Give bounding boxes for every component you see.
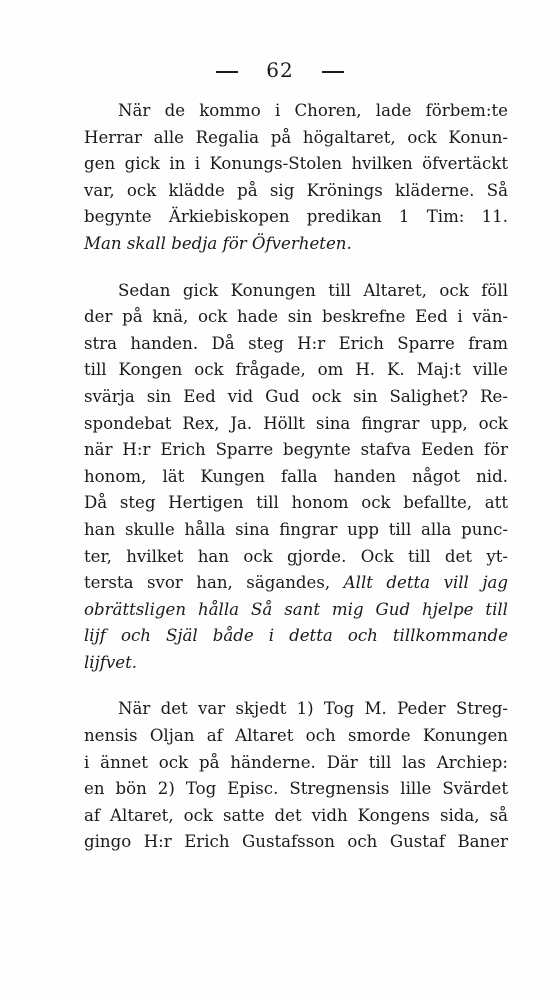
paragraph	[84, 278, 508, 677]
text-line: spondebat Rex, Ja. Höllt sina fingrar upp, ock	[84, 413, 508, 433]
text-line-italic: Allt detta vill jag	[343, 573, 509, 593]
text-line: der på knä, ock hade sin beskrefne Eed i vän-	[84, 307, 508, 327]
header-dash-left	[216, 71, 238, 73]
text-line: af Altaret, ock satte det vidh Kongens sida, så	[84, 805, 508, 825]
text-line: lijfvet.	[84, 652, 138, 672]
text-line: begynte Ärkiebiskopen predikan 1 Tim: 11.	[84, 207, 508, 227]
text-line: Sedan gick Konungen till Altaret, ock föll	[118, 280, 508, 300]
text-line: ter, hvilket han ock gjorde. Ock till det yt-	[84, 546, 508, 566]
text-line: en bön 2) Tog Episc. Stregnensis lille Svärdet	[84, 779, 508, 799]
page-number: 62	[266, 58, 294, 82]
text-line: Då steg Hertigen till honom ock befallte, att	[84, 493, 508, 513]
body-text	[84, 98, 508, 856]
text-line: lijf och Själ både i detta och tillkommande	[84, 626, 508, 646]
text-line: gen gick in i Konungs-Stolen hvilken öfvertäckt	[84, 154, 508, 174]
paragraph	[84, 696, 508, 856]
text-line: till Kongen ock frågade, om H. K. Maj:t ville	[84, 360, 508, 380]
text-line: Man skall bedja för Öfverheten.	[84, 233, 352, 253]
text-line: i ännet ock på händerne. Där till las Archiep:	[84, 752, 508, 772]
text-line	[84, 570, 508, 597]
text-line: gingo H:r Erich Gustafsson och Gustaf Baner	[84, 832, 508, 852]
text-line: obrättsligen hålla Så sant mig Gud hjelpe till	[84, 599, 508, 619]
text-line: nensis Oljan af Altaret och smorde Konungen	[84, 726, 508, 746]
page-header	[0, 58, 560, 82]
text-line: svärja sin Eed vid Gud ock sin Salighet? Re-	[84, 386, 508, 406]
text-line-roman: tersta svor han, sägandes,	[84, 573, 331, 593]
text-line: Herrar alle Regalia på högaltaret, ock Konun-	[84, 127, 508, 147]
text-line: stra handen. Då steg H:r Erich Sparre fram	[84, 333, 508, 353]
text-line: han skulle hålla sina fingrar upp till alla punc-	[84, 519, 508, 539]
text-line: var, ock klädde på sig Krönings kläderne. Så	[84, 180, 508, 200]
paragraph	[84, 98, 508, 258]
text-line: När de kommo i Choren, lade förbem:te	[118, 101, 508, 120]
header-dash-right	[322, 71, 344, 73]
text-line: När det var skjedt 1) Tog M. Peder Streg-	[118, 699, 508, 719]
text-line: honom, lät Kungen falla handen något nid.	[84, 466, 508, 486]
text-line: när H:r Erich Sparre begynte stafva Eeden för	[84, 440, 508, 460]
